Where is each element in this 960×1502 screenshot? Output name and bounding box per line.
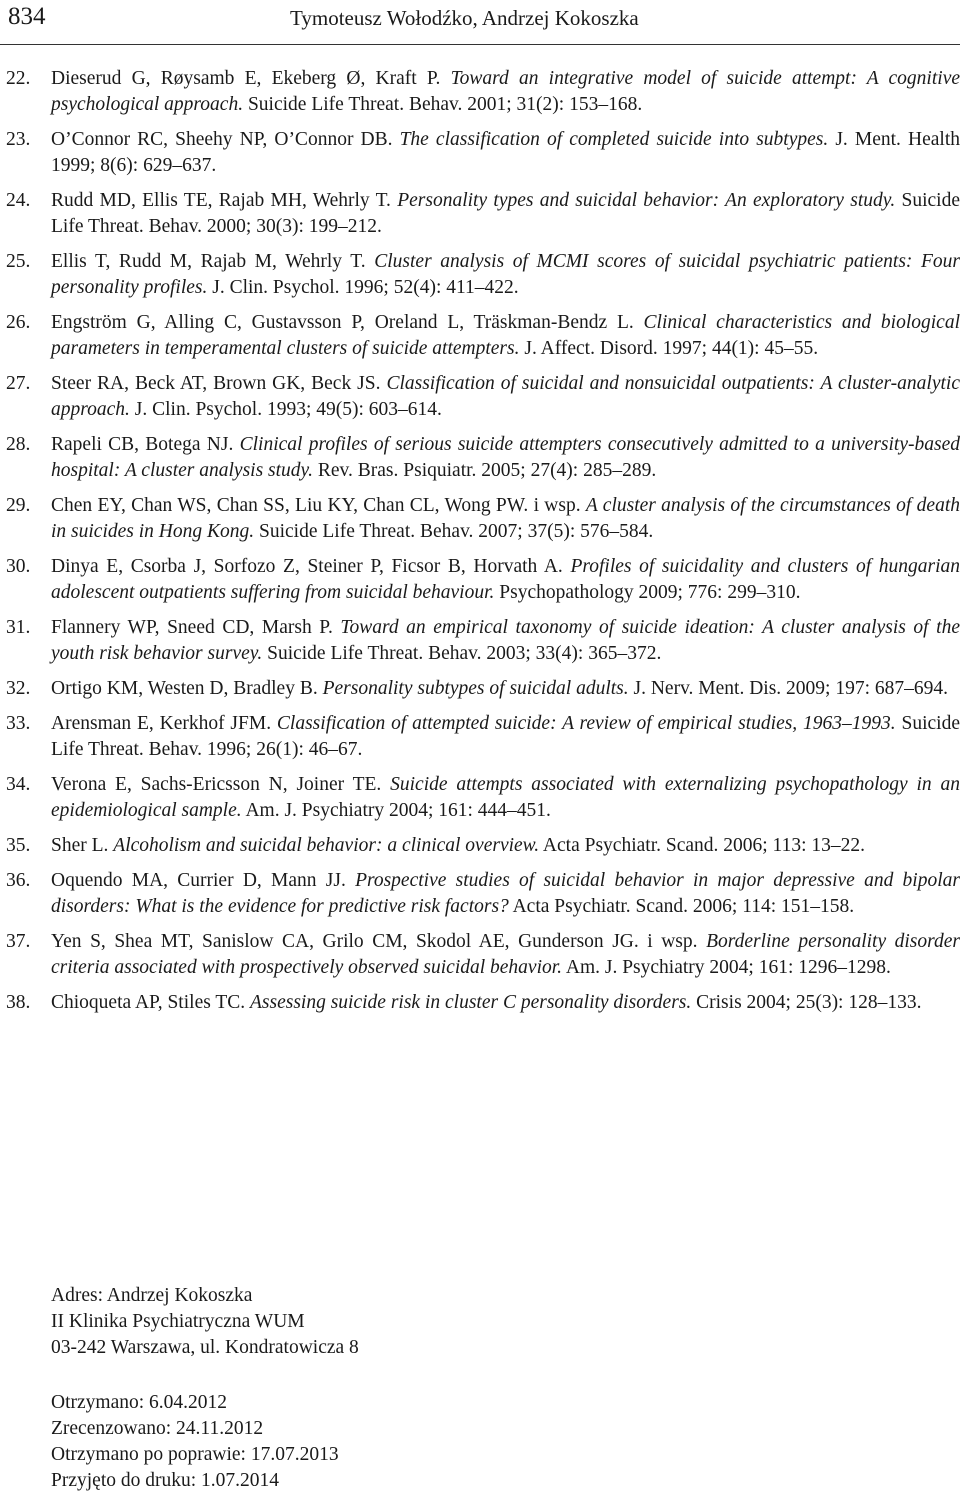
reference-number: 32. [6, 678, 31, 699]
reference-item [6, 371, 960, 423]
reference-authors: Engström G, Alling C, Gustavsson P, Oreland L, Träskman-Bendz L. [51, 312, 644, 333]
reference-item [6, 310, 960, 362]
reference-item [6, 615, 960, 667]
reference-number: 25. [6, 251, 31, 272]
reference-item [6, 554, 960, 606]
reference-authors: O’Connor RC, Sheehy NP, O’Connor DB. [51, 129, 400, 150]
reference-number: 29. [6, 495, 31, 516]
page-header [0, 0, 960, 45]
reference-number: 38. [6, 992, 31, 1013]
reference-authors: Oquendo MA, Currier D, Mann JJ. [51, 870, 356, 891]
reference-authors: Ortigo KM, Westen D, Bradley B. [51, 678, 323, 699]
reference-item [6, 990, 960, 1016]
accepted-date: Przyjęto do druku: 1.07.2014 [51, 1470, 280, 1491]
reference-authors: Dinya E, Csorba J, Sorfozo Z, Steiner P, Ficsor B, Horvath A. [51, 556, 571, 577]
reference-source: Suicide Life Threat. Behav. 2003; 33(4): 365–372. [262, 643, 662, 664]
reference-authors: Chioqueta AP, Stiles TC. [51, 992, 250, 1013]
reference-number: 23. [6, 129, 31, 150]
reference-title: Personality subtypes of suicidal adults. [322, 678, 629, 699]
reference-source: Acta Psychiatr. Scand. 2006; 114: 151–158. [508, 896, 855, 917]
reference-number: 27. [6, 373, 31, 394]
page-number: 834 [8, 3, 46, 30]
reference-title: Clinical characteristics and biological parameters in temperamental clusters of suicide attempters. [51, 312, 960, 359]
reference-authors: Verona E, Sachs-Ericsson N, Joiner TE. [51, 774, 391, 795]
reference-title: Classification of suicidal and nonsuicidal outpatients: A cluster-analytic approach. [51, 373, 960, 420]
reference-authors: Steer RA, Beck AT, Brown GK, Beck JS. [51, 373, 387, 394]
reference-list [6, 66, 960, 1025]
reference-item [6, 868, 960, 920]
reference-title: Classification of attempted suicide: A review of empirical studies, 1963–1993. [276, 713, 896, 734]
reference-source: Rev. Bras. Psiquiatr. 2005; 27(4): 285–289. [313, 460, 657, 481]
reference-source: Suicide Life Threat. Behav. 1996; 26(1): 46–67. [51, 713, 960, 760]
reference-source: Am. J. Psychiatry 2004; 161: 1296–1298. [562, 957, 891, 978]
reference-source: Crisis 2004; 25(3): 128–133. [691, 992, 922, 1013]
reference-number: 35. [6, 835, 31, 856]
reference-source: Suicide Life Threat. Behav. 2000; 30(3): 199–212. [51, 190, 960, 237]
reference-title: Alcoholism and suicidal behavior: a clinical overview. [113, 835, 540, 856]
reference-authors: Rudd MD, Ellis TE, Rajab MH, Wehrly T. [51, 190, 398, 211]
reference-title: Profiles of suicidality and clusters of hungarian adolescent outpatients suffering from suicidal behaviour. [51, 556, 960, 603]
reference-number: 34. [6, 774, 31, 795]
reference-number: 31. [6, 617, 31, 638]
address-line: 03-242 Warszawa, ul. Kondratowicza 8 [51, 1337, 359, 1358]
reference-authors: Yen S, Shea MT, Sanislow CA, Grilo CM, Skodol AE, Gunderson JG. i wsp. [51, 931, 707, 952]
reference-item [6, 249, 960, 301]
reference-item [6, 66, 960, 118]
address-line: Adres: Andrzej Kokoszka [51, 1285, 253, 1306]
reference-source: Suicide Life Threat. Behav. 2001; 31(2): 153–168. [243, 94, 643, 115]
reference-source: J. Ment. Health 1999; 8(6): 629–637. [51, 129, 960, 176]
reference-source: Acta Psychiatr. Scand. 2006; 113: 13–22. [539, 835, 865, 856]
running-head: Tymoteusz Wołodźko, Andrzej Kokoszka [290, 6, 639, 30]
reference-number: 22. [6, 68, 31, 89]
reference-source: J. Nerv. Ment. Dis. 2009; 197: 687–694. [628, 678, 949, 699]
reference-title: Toward an integrative model of suicide attempt: A cognitive psychological approach. [51, 68, 960, 115]
reference-item [6, 676, 960, 702]
reference-source: Suicide Life Threat. Behav. 2007; 37(5): 576–584. [254, 521, 654, 542]
reference-source: J. Clin. Psychol. 1993; 49(5): 603–614. [129, 399, 442, 420]
reference-authors: Sher L. [51, 835, 114, 856]
reference-number: 36. [6, 870, 31, 891]
reference-authors: Arensman E, Kerkhof JFM. [51, 713, 277, 734]
reference-number: 26. [6, 312, 31, 333]
reference-number: 37. [6, 931, 31, 952]
reference-number: 28. [6, 434, 31, 455]
reference-source: J. Clin. Psychol. 1996; 52(4): 411–422. [207, 277, 519, 298]
revised-date: Otrzymano po poprawie: 17.07.2013 [51, 1444, 339, 1465]
reference-item [6, 833, 960, 859]
reference-title: Prospective studies of suicidal behavior in major depressive and bipolar disorders: What is the evidence for predictive risk factors? [51, 870, 960, 917]
reference-title: Toward an empirical taxonomy of suicide ideation: A cluster analysis of the youth risk behavior survey. [51, 617, 960, 664]
reference-authors: Dieserud G, Røysamb E, Ekeberg Ø, Kraft P. [51, 68, 451, 89]
address-line: II Klinika Psychiatryczna WUM [51, 1311, 305, 1332]
reference-title: The classification of completed suicide into subtypes. [399, 129, 829, 150]
reference-item [6, 493, 960, 545]
reference-item [6, 127, 960, 179]
reference-title: Clinical profiles of serious suicide attempters consecutively admitted to a university-based hospital: A cluster analysis study. [51, 434, 960, 481]
reference-authors: Rapeli CB, Botega NJ. [51, 434, 240, 455]
reference-number: 30. [6, 556, 31, 577]
reviewed-date: Zrecenzowano: 24.11.2012 [51, 1418, 264, 1439]
received-date: Otrzymano: 6.04.2012 [51, 1392, 228, 1413]
reference-item [6, 432, 960, 484]
reference-source: Am. J. Psychiatry 2004; 161: 444–451. [241, 800, 551, 821]
reference-item [6, 772, 960, 824]
reference-title: Cluster analysis of MCMI scores of suicidal psychiatric patients: Four personality profiles. [51, 251, 960, 298]
reference-number: 24. [6, 190, 31, 211]
reference-title: Borderline personality disorder criteria associated with prospectively observed suicidal behavior. [51, 931, 960, 978]
reference-title: A cluster analysis of the circumstances of death in suicides in Hong Kong. [51, 495, 960, 542]
reference-number: 33. [6, 713, 31, 734]
reference-source: Psychopathology 2009; 776: 299–310. [494, 582, 801, 603]
reference-item [6, 929, 960, 981]
reference-title: Personality types and suicidal behavior: An exploratory study. [397, 190, 896, 211]
reference-authors: Flannery WP, Sneed CD, Marsh P. [51, 617, 341, 638]
correspondence-address [51, 1283, 359, 1361]
publication-dates [51, 1390, 339, 1494]
reference-item [6, 711, 960, 763]
reference-title: Suicide attempts associated with externalizing psychopathology in an epidemiological sample. [51, 774, 960, 821]
reference-authors: Ellis T, Rudd M, Rajab M, Wehrly T. [51, 251, 375, 272]
reference-title: Assessing suicide risk in cluster C personality disorders. [250, 992, 692, 1013]
reference-source: J. Affect. Disord. 1997; 44(1): 45–55. [519, 338, 819, 359]
reference-authors: Chen EY, Chan WS, Chan SS, Liu KY, Chan CL, Wong PW. i wsp. [51, 495, 586, 516]
reference-item [6, 188, 960, 240]
